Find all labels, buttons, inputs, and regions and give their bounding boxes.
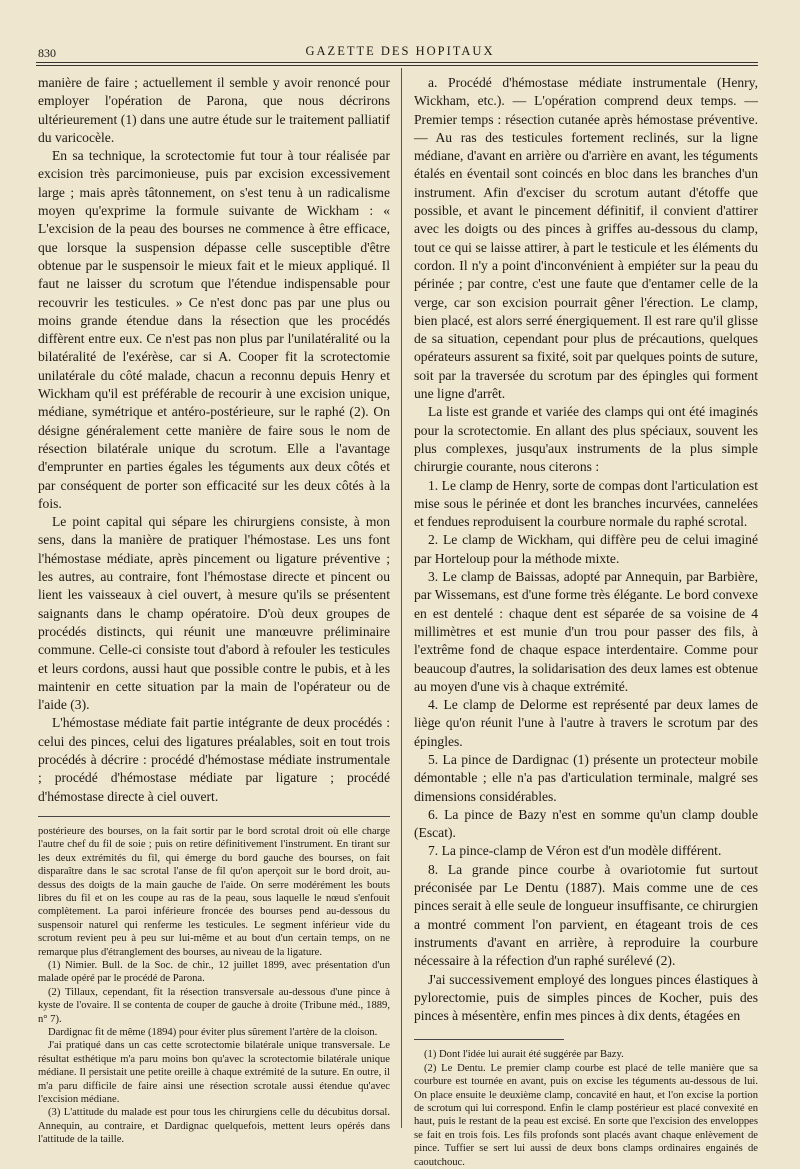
footnote: (1) Nimier. Bull. de la Soc. de chir., 12 juillet 1899, avec présentation d'un malade opéré par le procédé de Parona. xyxy=(38,959,390,985)
footnote: J'ai pratiqué dans un cas cette scrotectomie bilatérale unique transversale. Le résultat esthétique m'a paru moins bon qu'avec la scrotectomie bilatérale unique médiane. Il persistait une petite oreille à chaque extrémité de la suture. En outre, il m'a paru difficile de faire ainsi une résection scrotale aussi étendue qu'avec l'excision médiane. xyxy=(38,1040,390,1105)
footnote: postérieure des bourses, on la fait sortir par le bord scrotal droit où elle charge l'autre chef du fil de soie ; puis on retire définitivement l'instrument. En tirant sur les deux extrémités du fil, qui émerge du bord gauche des bourses, on fait disparaître dans le sac scrotal l'anse de fil qu'on aperçoit sur le bord droit, au-dessus des doigts de la main gauche de l'aide. On serre modérément les bouts libres du fil et on les coupe au ras de la peau, sous laquelle le nœud s'enfouit complètement. La paroi inférieure froncée des bourses pend au-dessous du suspensoir naturel qui renferme les testicules. Le segment inférieur vide du scrotum revient peu à peu sur lui-même et au bout d'un certain temps, on ne remarque plus d'étranglement des bourses, au niveau de la ligature. xyxy=(38,825,390,958)
column-divider xyxy=(401,68,402,1128)
header-rule xyxy=(36,62,758,63)
footnote: (1) Dont l'idée lui aurait été suggérée par Bazy. xyxy=(424,1049,624,1061)
footnote: (2) Le Dentu. Le premier clamp courbe est placé de telle manière que sa courbure est tournée en avant, puis on excise les téguments au-dessous de lui. On place ensuite le deuxième clamp, concavité en haut, et l'on excise la portion de scrotum qui lui correspond. Enfin le clamp postérieur est placé convexité en haut, puis le restant de la peau est excisé. En sorte que l'excision des enveloppes se fait en trois fois. Les fils profonds sont placés avant chaque enlèvement de pince. Tuffier se sert lui aussi de deux bons clamps ordinaires engainés de caoutchouc. xyxy=(414,1062,758,1168)
list-item: 3. Le clamp de Baissas, adopté par Annequin, par Barbière, par Wissemans, est d'une forme très élégante. Le bord convexe en est dentelé : chaque dent est séparée de sa voisine de 4 millimètres et est munie d'un trou pour passer des fils, à l'extrême fond de chaque espace interdentaire. Comme pour beaucoup d'autres, la solidarisation des deux lames est obtenue au moyen d'une vis à chaque extrémité. xyxy=(414,569,758,694)
body-paragraph: J'ai successivement employé des longues pinces élastiques à pylorectomie, puis de simples pinces de Kocher, puis des pinces à mésentère, enfin mes pinces à dix dents, étagées en xyxy=(414,971,758,1024)
list-item: 5. La pince de Dardignac (1) présente un protecteur mobile démontable ; elle n'a pas d'articulation terminale, malgré ses dimensions considérables. xyxy=(414,751,758,804)
footnote: (2) Tillaux, cependant, fit la résection transversale au-dessous d'une pince à kyste de l'ovaire. Il se contenta de couper de gauche à droite (Tribune méd., 1889, n° 7). xyxy=(38,986,390,1025)
body-paragraph: La liste est grande et variée des clamps qui ont été imaginés pour la scrotectomie. En allant des plus spéciaux, souvent les plus complexes, jusqu'aux instruments de la plus simple chirurgie courante, nous citerons : xyxy=(414,404,758,475)
body-paragraph: L'hémostase médiate fait partie intégrante de deux procédés : celui des pinces, celui des ligatures préalables, soit en tout trois procédés à décrire : procédé d'hémostase médiate instrumentale ; procédé d'hémostase médiate par ligature ; procédé d'hémostase directe à ciel ouvert. xyxy=(38,715,390,804)
footnotes-left xyxy=(38,825,390,1147)
right-column xyxy=(414,74,758,1169)
list-item: 6. La pince de Bazy n'est en somme qu'un clamp double (Escat). xyxy=(414,806,758,841)
running-title: GAZETTE DES HOPITAUX xyxy=(305,44,495,58)
list-item: 7. La pince-clamp de Véron est d'un modèle différent. xyxy=(428,843,722,859)
footnote-separator xyxy=(38,816,390,817)
page-number: 830 xyxy=(38,46,56,60)
footnote: (3) L'attitude du malade est pour tous les chirurgiens celle du décubitus dorsal. Annequin, au contraire, et Dardignac quelquefois, mettent leurs opérés dans l'attitude de la taille. xyxy=(38,1107,390,1146)
list-item: 8. La grande pince courbe à ovariotomie fut surtout préconisée par Le Dentu (1887). Mais comme une de ces pinces serait à elle seule de longueur insuffisante, ce chirurgien a montré comment l'on parvient, en étageant trois de ces instruments d'avant en arrière, à reproduire la courbure nécessaire à la réfection d'un raphé surélevé (2). xyxy=(414,861,758,969)
body-paragraph: En sa technique, la scrotectomie fut tour à tour réalisée par excision très parcimonieuse, puis par excision excessivement large ; mais après tâtonnement, on s'est tenu à un radicalisme moyen qu'exprime la formule suivante de Wickham : « L'excision de la peau des bourses ne commence à être efficace, que lorsque la suspension dépasse celle susceptible d'être obtenue par le suspensoir le mieux fait et le mieux appliqué. Il faut ne laisser du scrotum que l'étendue indispensable pour recouvrir les testicules. » Ce n'est donc pas par une plus ou moins grande étendue dans la résection que les procédés diffèrent entre eux. Ce n'est pas non plus par l'unilatéralité ou la bilatéralité de l'exérèse, car si A. Cooper fit la scrotectomie unilatérale du côté malade, chacun a reconnu depuis Henry et Wickham qu'il est préférable de recourir à une excision unique, médiane, symétrique et antéro-postérieure, sur le raphé (2). On désigne généralement cette manière de faire sous le nom de résection bilatérale unique du scrotum. Elle a l'avantage d'emprunter en parties égales les téguments aux deux côtés et par conséquent de porter son efficacité sur les deux côtés à la fois. xyxy=(38,148,390,511)
footnote-separator xyxy=(414,1039,564,1040)
left-column xyxy=(38,74,390,1147)
list-item: 4. Le clamp de Delorme est représenté par deux lames de liège qu'on réunit l'une à l'autre à travers le scrotum par des épingles. xyxy=(414,697,758,749)
list-item: 2. Le clamp de Wickham, qui diffère peu de celui imaginé par Horteloup pour la méthode mixte. xyxy=(414,532,758,566)
body-paragraph: Le point capital qui sépare les chirurgiens consiste, à mon sens, dans la manière de pratiquer l'hémostase. Les uns font l'hémostase médiate, après pincement ou ligature préventive ; les autres, au contraire, font l'hémostase directe et pincent ou lient les vaisseaux à ciel ouvert, à mesure qu'ils se présentent saignants dans le champ opératoire. D'où deux groupes de procédés distincts, qui réunit une manœuvre préliminaire commune. Celle-ci consiste tout d'abord à refouler les testicules et leurs cordons, aussi haut que possible contre le pubis, et à les maintenir en cette situation par la main de l'opérateur ou de l'aide (3). xyxy=(38,514,390,713)
footnote: Dardignac fit de même (1894) pour éviter plus sûrement l'artère de la cloison. xyxy=(48,1026,378,1038)
footnotes-right xyxy=(414,1048,758,1169)
body-paragraph: manière de faire ; actuellement il semble y avoir renoncé pour employer l'opération de Parona, que nous décrirons ultérieurement (1) dans une autre étude sur le traitement palliatif du varicocèle. xyxy=(38,75,390,145)
header-rule-double xyxy=(36,65,758,66)
body-paragraph: a. Procédé d'hémostase médiate instrumentale (Henry, Wickham, etc.). — L'opération comprend deux temps. — Premier temps : résection cutanée après hémostase préventive. — Au ras des testicules fortement reclinés, sur la ligne médiane, d'avant en arrière ou d'arrière en avant, les téguments étalés en éventail sont coincés en bloc dans les branches d'un instrument. Afin d'exciser du scrotum autant d'étoffe que possible, et avant le pincement définitif, il convient d'attirer avec les doigts ou des pinces à griffes au-dessous du clamp, tout ce qui se laisse attirer, à part le testicule et les éléments du cordon. Il n'y a point d'inconvénient à empiéter sur la peau du périnée ; par contre, c'est une faute que d'entamer celle de la verge, car son excision pourrait gêner l'érection. Le clamp, bien placé, est alors serré énergiquement. Il est rare qu'il glisse de sa situation, cependant pour plus de précautions, quelques opérateurs assurent sa fixité, soit par quelques points de suture, soit par la traversée du scrotum par des épingles qui forment une ligne d'arrêt. xyxy=(414,75,758,402)
list-item: 1. Le clamp de Henry, sorte de compas dont l'articulation est mise sous le périnée et dont les branches incurvées, cannelées et fendues reproduisent la courbure normale du raphé scrotal. xyxy=(414,477,758,530)
